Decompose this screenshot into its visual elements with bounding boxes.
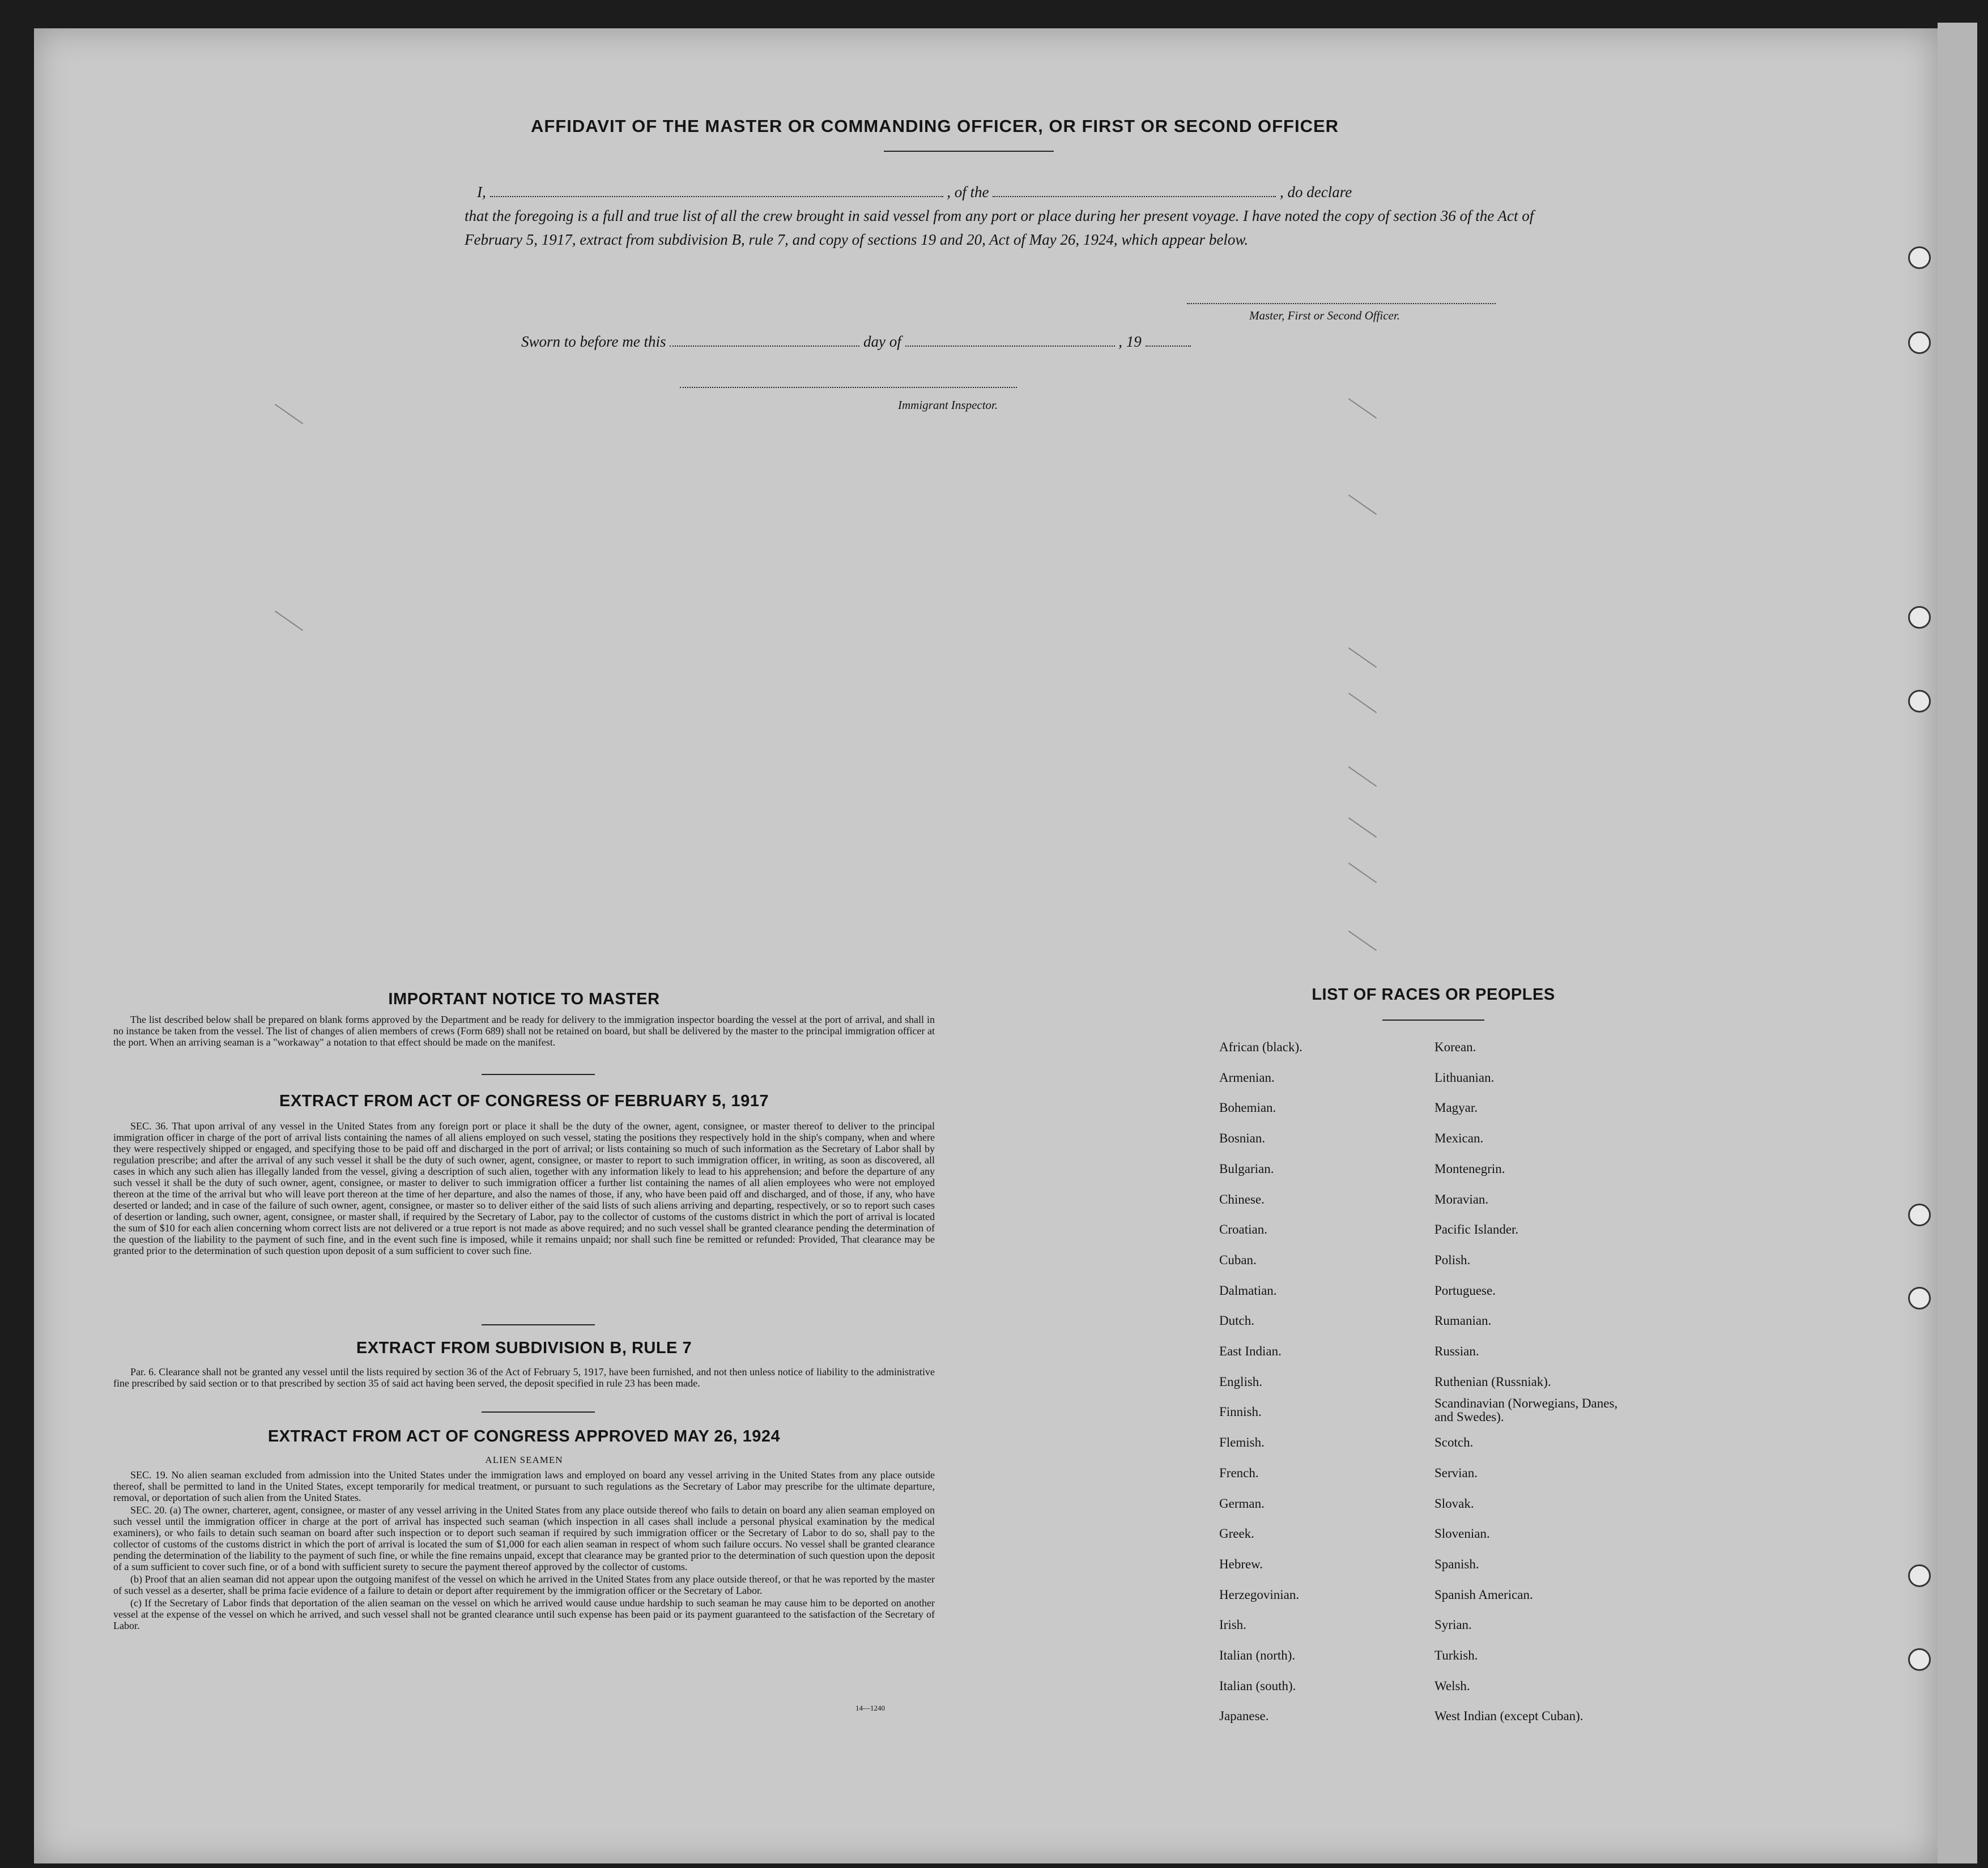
rule7-text <box>113 1366 935 1390</box>
race-item: Bulgarian. <box>1219 1161 1274 1176</box>
race-item: West Indian (except Cuban). <box>1434 1709 1583 1724</box>
race-item: Slovenian. <box>1434 1526 1490 1541</box>
affidavit-body: that the foregoing is a full and true list of all the crew brought in said vessel from any port or place during her present voyage. I have noted the copy of section 36 of the Act of February 5, 1917, extract from subdivision B, rule 7, and copy of sections 19 and 20, Act of May 26, 1924, which appear below. <box>465 207 1534 248</box>
race-item: Armenian. <box>1219 1070 1275 1085</box>
vessel-blank[interactable] <box>993 182 1276 197</box>
sworn-year-blank[interactable] <box>1146 332 1191 347</box>
races-left-column <box>1219 1032 1406 1731</box>
race-item: Spanish. <box>1434 1556 1479 1571</box>
section-36-paragraph: SEC. 36. That upon arrival of any vessel in the United States from any foreign port or place it shall be the duty of the owner, agent, consignee, or master thereof to deliver to the principal immigration officer in charge of the port of arrival lists containing the names of all aliens employed on such vessel, stating the positions they respectively hold in the ship's company, when and where they were respectively shipped or engaged, and specifying those to be paid off and discharged in the port of arrival; or lists containing so much of such information as the Secretary of Labor shall by regulation prescribe; and after the arrival of any such vessel it shall be the duty of such owner, agent, consignee, or master to report to such immigration officer, in writing, as soon as discovered, all cases in which any such alien has illegally landed from the vessel, giving a description of such alien, together with any information likely to lead to his apprehension; and before the departure of any such vessel it shall be the duty of such owner, agent, consignee, or master to deliver to such immigration officer a further list containing the names of all alien employees who were not employed thereon at the time of the arrival but who will leave port thereon at the time of her departure, and also the names of those, if any, who have been paid off and discharged, and of those, if any, who have deserted or landed; and in case of the failure of such owner, agent, consignee, or master so to deliver either of the said lists of such aliens arriving and departing, respectively, or so to report such cases of desertion or landing, such owner, agent, consignee, or master shall, if required by the Secretary of Labor, pay to the collector of customs of the customs district in which the port of arrival is located the sum of $10 for each alien concerning whom correct lists are not delivered or a true report is not made as above required; and no such vessel shall be granted clearance pending the determination of the question of the liability to the payment of such fine, and in the event such fine is imposed, while it remains unpaid; nor shall such fine be remitted or refunded: Provided, That clearance may be granted prior to the determination of such question upon deposit of a sum sufficient to cover such fine. <box>113 1120 935 1256</box>
affidavit-text <box>465 180 1541 251</box>
race-item: Croatian. <box>1219 1222 1267 1237</box>
race-item: Servian. <box>1434 1465 1478 1480</box>
race-item: French. <box>1219 1465 1259 1480</box>
divider <box>482 1411 595 1413</box>
notice-text <box>113 1014 935 1049</box>
binder-hole <box>1908 690 1931 713</box>
race-item: Pacific Islander. <box>1434 1222 1519 1237</box>
affidavit-title: AFFIDAVIT OF THE MASTER OR COMMANDING OFFICER, OR FIRST OR SECOND OFFICER <box>530 116 1339 136</box>
race-item: Dutch. <box>1219 1313 1254 1328</box>
name-blank[interactable] <box>490 182 943 197</box>
race-item: Moravian. <box>1434 1192 1489 1206</box>
of-the-label: , of the <box>947 184 989 201</box>
race-item: Hebrew. <box>1219 1556 1263 1571</box>
race-item: Greek. <box>1219 1526 1254 1541</box>
race-item: Lithuanian. <box>1434 1070 1495 1085</box>
races-right-column <box>1434 1032 1672 1731</box>
race-item: Irish. <box>1219 1618 1246 1632</box>
sworn-day-blank[interactable] <box>670 332 859 347</box>
extract-1917-heading: EXTRACT FROM ACT OF CONGRESS OF FEBRUARY 5, 1917 <box>279 1092 769 1110</box>
race-item: Japanese. <box>1219 1709 1269 1724</box>
binder-hole <box>1908 1564 1931 1587</box>
race-item: Rumanian. <box>1434 1313 1492 1328</box>
divider <box>482 1324 595 1325</box>
binder-hole <box>1908 1204 1931 1226</box>
rule7-heading: EXTRACT FROM SUBDIVISION B, RULE 7 <box>356 1339 692 1357</box>
race-item: Magyar. <box>1434 1101 1478 1115</box>
races-heading: LIST OF RACES OR PEOPLES <box>1312 986 1555 1004</box>
affidavit-declaration-line <box>465 180 1541 204</box>
binder-hole <box>1908 606 1931 629</box>
race-item: Flemish. <box>1219 1435 1265 1450</box>
inspector-signature-label: Immigrant Inspector. <box>898 398 998 412</box>
race-item: Chinese. <box>1219 1192 1265 1206</box>
race-item: Turkish. <box>1434 1648 1478 1663</box>
race-item: Italian (south). <box>1219 1678 1296 1693</box>
adjacent-page-edge <box>1938 23 1977 1863</box>
race-item: English. <box>1219 1374 1263 1389</box>
notice-paragraph: The list described below shall be prepared on blank forms approved by the Department and be ready for delivery to the immigration inspector boarding the vessel at the port of arrival, and shall in no instance be taken from the vessel. The list of changes of alien members of crews (Form 689) shall not be retained on board, but shall be delivered by the master to the principal immigration officer at the port. When an arriving seaman is a "workaway" a notation to that effect should be made on the manifest. <box>113 1014 935 1048</box>
alien-seamen-subheading: ALIEN SEAMEN <box>485 1455 563 1465</box>
master-signature-label: Master, First or Second Officer. <box>1249 309 1400 322</box>
title-divider <box>884 151 1054 152</box>
race-item: Mexican. <box>1434 1131 1484 1146</box>
affidavit-i-label: I, <box>477 184 486 201</box>
race-item: Montenegrin. <box>1434 1161 1505 1176</box>
race-item: Korean. <box>1434 1040 1476 1054</box>
day-of-label: day of <box>863 333 901 350</box>
race-item: Russian. <box>1434 1344 1479 1359</box>
race-item: Cuban. <box>1219 1252 1257 1267</box>
section-19-paragraph: SEC. 19. No alien seaman excluded from admission into the United States under the immigration laws and employed on board any vessel arriving in the United States from any place outside thereof, shall be permitted to land in the United States, except temporarily for medical treatment, or pursuant to such regulations as the Secretary of Labor may prescribe for the ultimate departure, removal, or deportation of such alien from the United States. <box>113 1469 935 1503</box>
do-declare-label: , do declare <box>1280 184 1352 201</box>
extract-1924-text <box>113 1469 935 1632</box>
master-signature-line <box>1187 303 1496 305</box>
inspector-signature-line <box>680 387 1017 389</box>
binder-hole <box>1908 331 1931 354</box>
race-item: Welsh. <box>1434 1678 1470 1693</box>
race-item: Ruthenian (Russniak). <box>1434 1374 1551 1389</box>
year-label: , 19 <box>1118 333 1142 350</box>
binder-hole <box>1908 246 1931 269</box>
race-item: Polish. <box>1434 1252 1471 1267</box>
extract-1924-heading: EXTRACT FROM ACT OF CONGRESS APPROVED MAY 26, 1924 <box>267 1427 781 1445</box>
sworn-month-blank[interactable] <box>905 332 1115 347</box>
race-item: Scandinavian (Norwegians, Danes, and Swedes). <box>1434 1396 1618 1425</box>
race-item: Slovak. <box>1434 1496 1474 1511</box>
form-number: 14—1240 <box>855 1704 885 1712</box>
race-item: Bohemian. <box>1219 1101 1276 1115</box>
race-item: Spanish American. <box>1434 1587 1533 1602</box>
races-divider <box>1382 1020 1484 1021</box>
notice-heading: IMPORTANT NOTICE TO MASTER <box>388 990 660 1008</box>
race-item: Portuguese. <box>1434 1283 1496 1298</box>
extract-1917-text <box>113 1120 935 1257</box>
section-20a-paragraph: SEC. 20. (a) The owner, charterer, agent, consignee, or master of any vessel arriving in the United States from any place outside thereof who fails to detain on board any alien seaman employed on such vessel until the immigration officer in charge at the port of arrival has inspected such seaman (which inspection in all cases shall include a personal physical examination by the medical examiners), or who fails to detain such seaman on board after such inspection or to deport such seaman if required by such immigration officer or the Secretary of Labor to do so, shall pay to the collector of customs of the customs district in which the port of arrival is located the sum of $1,000 for each alien seaman in respect of whom such failure occurs. No vessel shall be granted clearance pending the determination of the liability to the payment of such fine, or while the fine remains unpaid, except that clearance may be granted prior to the determination of such question upon the deposit of a sum sufficient to cover such fine, or of a bond with sufficient surety to secure the payment thereof approved by the collector of customs. <box>113 1504 935 1572</box>
race-item: Bosnian. <box>1219 1131 1266 1146</box>
sworn-label: Sworn to before me this <box>521 333 666 350</box>
sworn-line <box>521 330 1314 353</box>
race-item: Scotch. <box>1434 1435 1474 1450</box>
binder-hole <box>1908 1648 1931 1671</box>
divider <box>482 1074 595 1075</box>
race-item: African (black). <box>1219 1040 1302 1054</box>
section-20c-paragraph: (c) If the Secretary of Labor finds that deportation of the alien seaman on the vessel on which he arrived would cause undue hardship to such seaman he may cause him to be deported on another vessel at the expense of the vessel on which he arrived, and such vessel shall not be granted clearance until such expense has been paid or its payment guaranteed to the satisfaction of the Secretary of Labor. <box>113 1597 935 1631</box>
section-20b-paragraph: (b) Proof that an alien seaman did not appear upon the outgoing manifest of the vessel on which he arrived in the United States from any place outside thereof, or that he was reported by the master of such vessel as a deserter, shall be prima facie evidence of a failure to detain or deport after requirement by the immigration officer or the Secretary of Labor. <box>113 1573 935 1596</box>
race-item: Syrian. <box>1434 1618 1472 1632</box>
race-item: German. <box>1219 1496 1265 1511</box>
race-item: Italian (north). <box>1219 1648 1296 1663</box>
race-item: Dalmatian. <box>1219 1283 1277 1298</box>
race-item: Herzegovinian. <box>1219 1587 1300 1602</box>
paragraph-6: Par. 6. Clearance shall not be granted any vessel until the lists required by section 36 of the Act of February 5, 1917, have been furnished, and not then unless notice of liability to the administrative fine prescribed by said section or to that prescribed by section 35 of said act having been served, the deposit specified in rule 23 has been made. <box>113 1366 935 1389</box>
binder-hole <box>1908 1287 1931 1310</box>
race-item: Finnish. <box>1219 1405 1262 1419</box>
race-item: East Indian. <box>1219 1344 1282 1359</box>
